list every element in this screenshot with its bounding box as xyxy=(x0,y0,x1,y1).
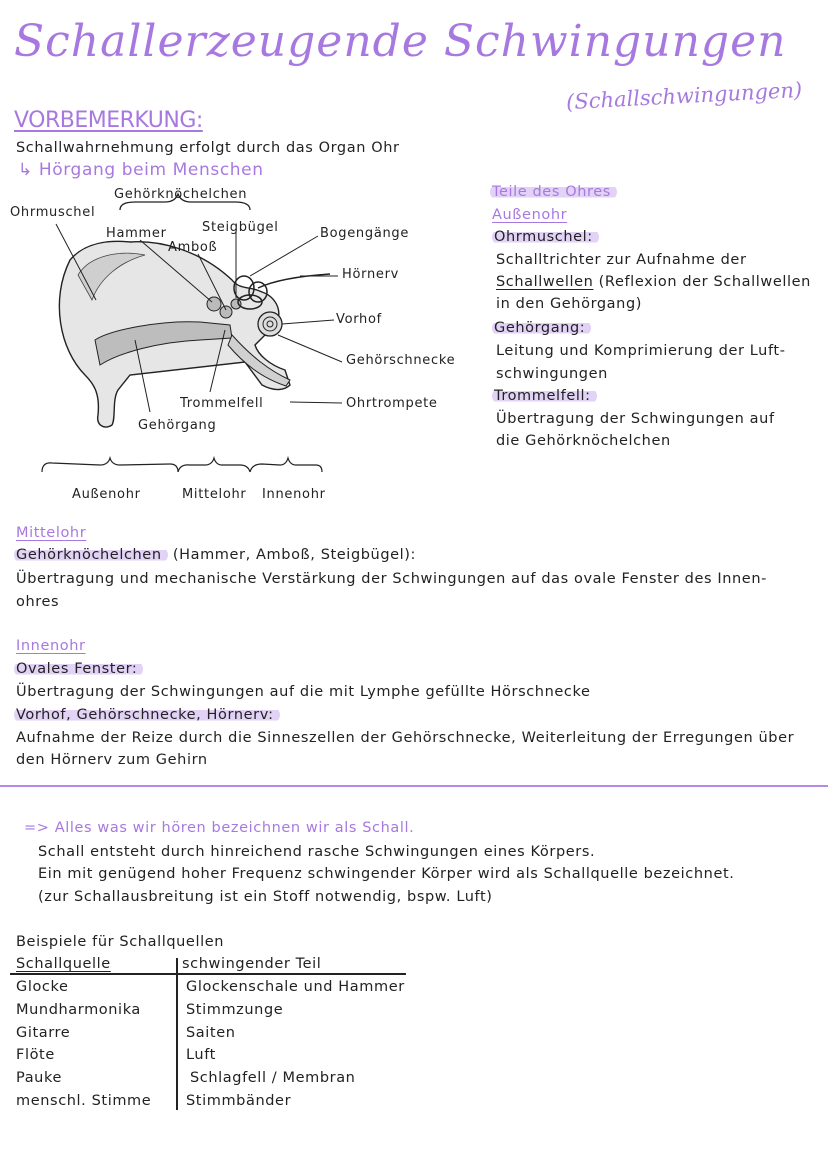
vorhof-term: Vorhof, Gehörschnecke, Hörnerv: xyxy=(14,707,280,723)
ohrmuschel-text-2: Schallwellen (Reflexion der Schallwellen xyxy=(496,274,811,290)
ossicle-shape xyxy=(231,299,241,309)
table-cell-quelle: Pauke xyxy=(16,1070,62,1086)
trommelfell-text-2: die Gehörknöchelchen xyxy=(496,433,671,449)
table-cell-teil: Luft xyxy=(186,1047,216,1063)
region-innenohr: Innenohr xyxy=(262,487,326,502)
table-cell-teil: Saiten xyxy=(186,1025,236,1041)
table-cell-teil: Schlagfell / Membran xyxy=(190,1070,356,1086)
table-column-rule xyxy=(176,958,178,1110)
label-amboss: Amboß xyxy=(168,240,218,255)
ohrmuschel-term: Ohrmuschel: xyxy=(492,229,599,245)
table-cell-teil: Stimmbänder xyxy=(186,1093,292,1109)
label-hammer: Hammer xyxy=(106,226,167,241)
label-gehoerknoechelchen: Gehörknöchelchen xyxy=(114,187,248,202)
ovales-fenster-term: Ovales Fenster: xyxy=(14,661,143,677)
label-gehoergang: Gehörgang xyxy=(138,418,217,433)
region-mittelohr: Mittelohr xyxy=(182,487,247,502)
ossicle-shape xyxy=(220,306,232,318)
page-subtitle: (Schallschwingungen) xyxy=(565,77,803,115)
page-title: Schallerzeugende Schwingungen xyxy=(14,16,787,67)
table-header-quelle: Schallquelle xyxy=(16,956,111,972)
trommelfell-text-1: Übertragung der Schwingungen auf xyxy=(496,411,775,427)
table-cell-teil: Glockenschale und Hammer xyxy=(186,979,405,995)
region-aussenohr: Außenohr xyxy=(72,487,141,502)
label-gehoerschnecke: Gehörschnecke xyxy=(346,353,456,368)
schall-text-2: Ein mit genügend hoher Frequenz schwingender Körper wird als Schallquelle bezeichnet. xyxy=(38,866,735,882)
gehoergang-text-1: Leitung und Komprimierung der Luft- xyxy=(496,343,786,359)
innenohr-heading: Innenohr xyxy=(16,638,86,654)
label-steigbuegel: Steigbügel xyxy=(202,220,279,235)
region-braces xyxy=(42,458,322,472)
arrow-icon: ↳ xyxy=(18,160,33,180)
mittelohr-text-2: ohres xyxy=(16,594,60,610)
ohrmuschel-text-1: Schalltrichter zur Aufnahme der xyxy=(496,252,747,268)
vorbemerkung-heading: VORBEMERKUNG: xyxy=(14,108,203,133)
teile-heading: Teile des Ohres xyxy=(490,184,617,200)
ovales-fenster-text: Übertragung der Schwingungen auf die mit Lymphe gefüllte Hörschnecke xyxy=(16,684,591,700)
table-header-rule xyxy=(10,973,406,975)
cochlea-shape xyxy=(258,312,282,336)
label-ohrtrompete: Ohrtrompete xyxy=(346,396,438,411)
schall-conclusion: => Alles was wir hören bezeichnen wir als Schall. xyxy=(24,820,415,836)
hoergang-label: Hörgang beim Menschen xyxy=(38,160,264,180)
table-cell-teil: Stimmzunge xyxy=(186,1002,284,1018)
label-hoernerv: Hörnerv xyxy=(342,267,400,282)
schall-text-3: (zur Schallausbreitung ist ein Stoff notwendig, bspw. Luft) xyxy=(38,889,493,905)
beispiele-heading: Beispiele für Schallquellen xyxy=(16,934,225,950)
trommelfell-term: Trommelfell: xyxy=(492,388,597,404)
vorbemerkung-subheading xyxy=(18,160,264,180)
section-divider xyxy=(0,785,828,787)
table-cell-quelle: menschl. Stimme xyxy=(16,1093,152,1109)
table-header-teil: schwingender Teil xyxy=(182,956,322,972)
schall-text-1: Schall entsteht durch hinreichend rasche Schwingungen eines Körpers. xyxy=(38,844,596,860)
label-bogengaenge: Bogengänge xyxy=(320,226,410,241)
table-cell-quelle: Mundharmonika xyxy=(16,1002,141,1018)
vorhof-text-1: Aufnahme der Reize durch die Sinneszellen der Gehörschnecke, Weiterleitung der Erregungen über xyxy=(16,730,795,746)
vorhof-text-2: den Hörnerv zum Gehirn xyxy=(16,752,208,768)
aussenohr-heading: Außenohr xyxy=(492,207,568,223)
mittelohr-text-1: Übertragung und mechanische Verstärkung der Schwingungen auf das ovale Fenster des Innen- xyxy=(16,571,767,587)
table-cell-quelle: Gitarre xyxy=(16,1025,71,1041)
gehoergang-term: Gehörgang: xyxy=(492,320,591,336)
ohrmuschel-text-3: in den Gehörgang) xyxy=(496,296,643,312)
mittelohr-term: Gehörknöchelchen (Hammer, Amboß, Steigbügel): xyxy=(16,547,417,563)
label-ohrmuschel: Ohrmuschel xyxy=(10,205,96,220)
label-vorhof: Vorhof xyxy=(336,312,382,327)
table-cell-quelle: Glocke xyxy=(16,979,69,995)
mittelohr-heading: Mittelohr xyxy=(16,525,87,541)
vorbemerkung-text: Schallwahrnehmung erfolgt durch das Organ Ohr xyxy=(16,140,400,156)
label-trommelfell: Trommelfell xyxy=(180,396,264,411)
table-cell-quelle: Flöte xyxy=(16,1047,55,1063)
gehoergang-text-2: schwingungen xyxy=(496,366,608,382)
